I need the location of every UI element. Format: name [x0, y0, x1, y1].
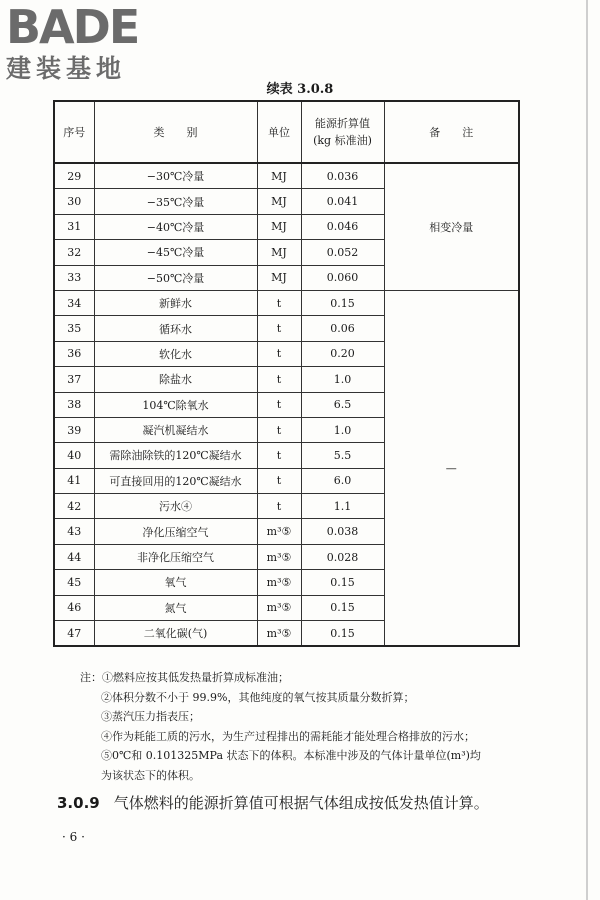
remark-phase-change: 相变冷量 — [384, 163, 519, 290]
cell-category: 可直接回用的120℃凝结水 — [94, 468, 257, 493]
cell-category: −40℃冷量 — [94, 214, 257, 239]
cell-unit: m³⑤ — [257, 595, 301, 620]
cell-category: 净化压缩空气 — [94, 519, 257, 544]
header-unit: 单位 — [257, 101, 301, 163]
remark-dash: — — [384, 290, 519, 646]
cell-no: 36 — [54, 341, 94, 366]
bade-logo — [6, 0, 176, 84]
cell-value: 1.0 — [301, 417, 384, 442]
cell-value: 0.06 — [301, 316, 384, 341]
cell-value: 6.0 — [301, 468, 384, 493]
logo-subtitle: 建装基地 — [6, 54, 127, 83]
cell-value: 0.046 — [301, 214, 384, 239]
cell-value: 0.060 — [301, 265, 384, 290]
cell-no: 46 — [54, 595, 94, 620]
cell-unit: MJ — [257, 265, 301, 290]
cell-value: 0.041 — [301, 189, 384, 214]
clause-3-0-9 — [57, 792, 577, 814]
cell-category: −45℃冷量 — [94, 240, 257, 265]
cell-no: 32 — [54, 240, 94, 265]
cell-value: 5.5 — [301, 443, 384, 468]
clause-text: 气体燃料的能源折算值可根据气体组成按低发热值计算。 — [113, 794, 489, 812]
cell-category: −30℃冷量 — [94, 163, 257, 189]
cell-unit: t — [257, 417, 301, 442]
cell-unit: t — [257, 316, 301, 341]
cell-unit: t — [257, 392, 301, 417]
cell-no: 40 — [54, 443, 94, 468]
cell-category: 104℃除氧水 — [94, 392, 257, 417]
cell-no: 47 — [54, 621, 94, 647]
cell-value: 0.036 — [301, 163, 384, 189]
cell-value: 0.052 — [301, 240, 384, 265]
cell-no: 44 — [54, 544, 94, 569]
cell-value: 1.0 — [301, 367, 384, 392]
cell-category: 凝汽机凝结水 — [94, 417, 257, 442]
cell-unit: MJ — [257, 189, 301, 214]
cell-unit: MJ — [257, 214, 301, 239]
cell-no: 31 — [54, 214, 94, 239]
cell-value: 0.028 — [301, 544, 384, 569]
cell-unit: t — [257, 367, 301, 392]
cell-value: 1.1 — [301, 494, 384, 519]
table-row — [54, 163, 519, 189]
header-value — [301, 101, 384, 163]
cell-no: 39 — [54, 417, 94, 442]
note-item: ③蒸汽压力指表压； — [101, 710, 200, 723]
cell-unit: t — [257, 290, 301, 315]
cell-no: 41 — [54, 468, 94, 493]
note-item: ⑤0℃和 0.101325MPa 状态下的体积。本标准中涉及的气体计量单位(m³)均 — [101, 749, 481, 762]
cell-no: 43 — [54, 519, 94, 544]
cell-no: 30 — [54, 189, 94, 214]
cell-no: 29 — [54, 163, 94, 189]
header-category: 类 别 — [94, 101, 257, 163]
cell-unit: t — [257, 341, 301, 366]
table-header-row — [54, 101, 519, 163]
page-edge-line — [586, 0, 588, 900]
header-value-line1: 能源折算值 — [315, 117, 370, 130]
note-item: ①燃料应按其低发热量折算成标准油； — [102, 671, 289, 684]
cell-value: 0.15 — [301, 621, 384, 647]
cell-no: 38 — [54, 392, 94, 417]
cell-category: 循环水 — [94, 316, 257, 341]
cell-unit: m³⑤ — [257, 570, 301, 595]
cell-value: 0.15 — [301, 595, 384, 620]
header-value-line2: (kg 标准油) — [313, 134, 372, 147]
cell-unit: m³⑤ — [257, 544, 301, 569]
cell-no: 33 — [54, 265, 94, 290]
cell-unit: t — [257, 443, 301, 468]
header-no: 序号 — [54, 101, 94, 163]
note-item: ②体积分数不小于 99.9%，其他纯度的氧气按其质量分数折算； — [101, 690, 415, 704]
page-number: · 6 · — [62, 830, 85, 844]
cell-category: 污水④ — [94, 494, 257, 519]
header-note: 备 注 — [384, 101, 519, 163]
cell-unit: m³⑤ — [257, 519, 301, 544]
table-title: 续表 3.0.8 — [266, 82, 334, 97]
cell-no: 34 — [54, 290, 94, 315]
table-notes — [80, 668, 540, 785]
cell-category: 软化水 — [94, 341, 257, 366]
cell-category: 非净化压缩空气 — [94, 544, 257, 569]
cell-value: 6.5 — [301, 392, 384, 417]
cell-category: 除盐水 — [94, 367, 257, 392]
clause-number: 3.0.9 — [57, 794, 100, 812]
cell-value: 0.15 — [301, 290, 384, 315]
cell-category: 氮气 — [94, 595, 257, 620]
notes-prefix: 注： — [80, 671, 102, 684]
cell-category: 氧气 — [94, 570, 257, 595]
cell-category: 新鲜水 — [94, 290, 257, 315]
cell-unit: t — [257, 494, 301, 519]
note-item: ④作为耗能工质的污水，为生产过程排出的需耗能才能处理合格排放的污水； — [101, 729, 475, 743]
logo-wordmark: BADE — [6, 0, 139, 54]
cell-unit: MJ — [257, 163, 301, 189]
cell-value: 0.038 — [301, 519, 384, 544]
cell-no: 45 — [54, 570, 94, 595]
cell-no: 42 — [54, 494, 94, 519]
cell-no: 37 — [54, 367, 94, 392]
cell-category: 需除油除铁的120℃凝结水 — [94, 443, 257, 468]
table-row — [54, 290, 519, 315]
cell-category: 二氧化碳(气) — [94, 621, 257, 647]
cell-unit: m³⑤ — [257, 621, 301, 647]
note-item: 为该状态下的体积。 — [101, 768, 200, 782]
cell-category: −50℃冷量 — [94, 265, 257, 290]
energy-conversion-table — [53, 100, 520, 647]
cell-category: −35℃冷量 — [94, 189, 257, 214]
cell-value: 0.15 — [301, 570, 384, 595]
cell-unit: MJ — [257, 240, 301, 265]
cell-no: 35 — [54, 316, 94, 341]
cell-value: 0.20 — [301, 341, 384, 366]
cell-unit: t — [257, 468, 301, 493]
